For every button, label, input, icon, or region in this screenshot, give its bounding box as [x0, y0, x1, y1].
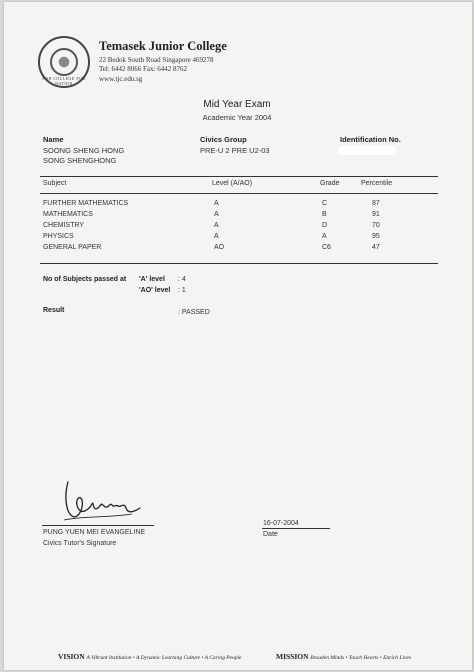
identification-label: Identification No.: [340, 135, 401, 144]
mission-text: Broaden Minds • Touch Hearts • Enrich Lives: [310, 655, 412, 661]
header-subject: Subject: [43, 180, 67, 187]
signatory-name: PUNG YUEN MEI EVANGELINE: [43, 529, 146, 536]
row-grade: A: [322, 233, 327, 240]
a-level-value: : 4: [178, 276, 186, 283]
ao-level-value: : 1: [178, 287, 186, 294]
row-level: AO: [214, 244, 225, 251]
a-level-label: 'A' level: [139, 276, 165, 283]
ao-level-label: 'AO' level: [139, 287, 171, 294]
header-level: Level (A/AO): [212, 180, 253, 187]
row-percentile: 95: [372, 233, 380, 240]
signature-caption: Civics Tutor's Signature: [43, 540, 117, 547]
row-subject: GENERAL PAPER: [43, 244, 102, 251]
row-subject: CHEMISTRY: [43, 222, 85, 229]
civics-group-label: Civics Group: [200, 135, 247, 144]
row-grade: D: [322, 222, 328, 229]
row-percentile: 47: [372, 244, 380, 251]
signature-rule: [42, 525, 154, 526]
vision-statement: [58, 652, 242, 661]
crest-motto: FOR COLLEGE FOR NATION: [42, 76, 86, 86]
civics-group-value: PRE-U 2 PRE U2-03: [200, 146, 270, 155]
row-percentile: 87: [372, 200, 380, 207]
row-level: A: [214, 222, 219, 229]
table-header-rule: [40, 193, 438, 194]
mission-statement: [276, 652, 411, 661]
redacted-id-block: [338, 146, 396, 155]
document-title: Mid Year Exam: [203, 99, 271, 110]
date-label: Date: [263, 531, 278, 538]
row-subject: FURTHER MATHEMATICS: [43, 200, 129, 207]
row-grade: C6: [322, 244, 331, 251]
college-crest-logo: [38, 36, 90, 88]
table-bottom-rule: [40, 263, 438, 264]
result-label: Result: [43, 307, 65, 314]
date-value: 16-07-2004: [263, 520, 299, 527]
school-address: 22 Bedok South Road Singapore 469278: [99, 56, 214, 64]
crest-emblem-icon: [50, 48, 78, 76]
vision-label: VISION: [58, 652, 85, 661]
row-percentile: 70: [372, 222, 380, 229]
student-name-line1: SOONG SHENG HONG: [43, 146, 125, 155]
student-name-line2: SONG SHENGHONG: [43, 156, 117, 165]
academic-year: Academic Year 2004: [202, 113, 272, 122]
mission-label: MISSION: [276, 652, 309, 661]
header-grade: Grade: [320, 180, 340, 187]
vision-text: A Vibrant Institution • A Dynamic Learning Culture • A Caring People: [86, 655, 242, 661]
row-grade: B: [322, 211, 327, 218]
date-rule: [262, 528, 330, 529]
subjects-passed-label: No of Subjects passed at: [43, 276, 127, 283]
row-subject: PHYSICS: [43, 233, 74, 240]
school-phone-fax: Tel: 6442 8066 Fax: 6442 8762: [99, 65, 187, 73]
school-website: www.tjc.edu.sg: [99, 75, 143, 83]
row-grade: C: [322, 200, 328, 207]
row-subject: MATHEMATICS: [43, 211, 93, 218]
handwritten-signature: [62, 478, 142, 526]
row-level: A: [214, 211, 219, 218]
row-level: A: [214, 233, 219, 240]
row-percentile: 91: [372, 211, 380, 218]
row-level: A: [214, 200, 219, 207]
table-top-rule: [40, 176, 438, 177]
result-value: : PASSED: [178, 309, 210, 316]
header-percentile: Percentile: [361, 180, 393, 187]
name-label: Name: [43, 135, 64, 144]
school-name: Temasek Junior College: [99, 39, 227, 53]
